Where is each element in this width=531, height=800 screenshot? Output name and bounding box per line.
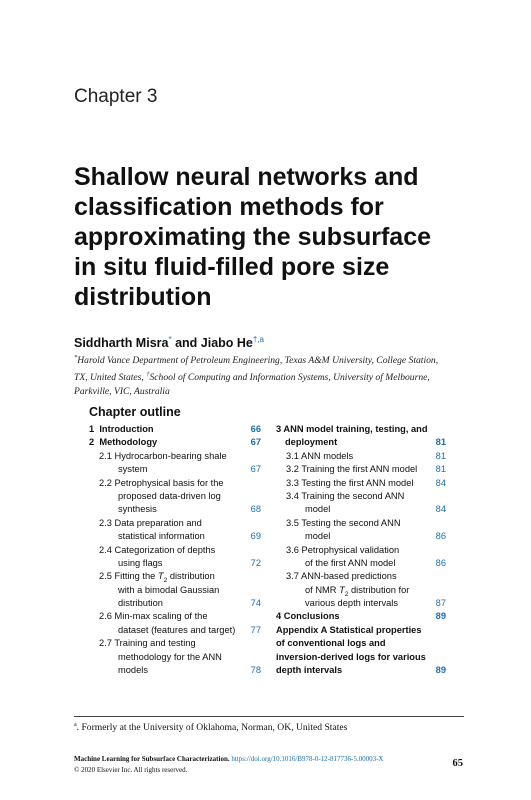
toc-page[interactable]: 77 <box>250 624 261 635</box>
affiliation-text: School of Computing and Information Systems, University of Melbourne, <box>149 372 430 384</box>
toc-entry-cont[interactable] <box>89 584 261 597</box>
toc-page[interactable]: 81 <box>435 464 446 475</box>
page-number: 65 <box>452 758 463 769</box>
toc-page[interactable]: 78 <box>250 665 261 676</box>
toc-right-column <box>276 423 446 677</box>
toc-page[interactable]: 66 <box>250 424 261 434</box>
chapter-label: Chapter 3 <box>74 86 158 107</box>
toc-subscript: 2 <box>163 577 168 585</box>
toc-text: Methodology <box>99 437 158 448</box>
toc-entry-cont[interactable] <box>89 490 261 503</box>
toc-entry-cont[interactable] <box>276 557 446 570</box>
author-mark[interactable]: * <box>168 335 172 344</box>
footnote-text: . Formerly at the University of Oklahoma, Norman, OK, United States <box>76 722 348 734</box>
toc-text: of the first ANN model <box>305 557 396 568</box>
toc-text-italic: T <box>157 571 164 582</box>
toc-entry[interactable] <box>89 517 261 530</box>
title-line: approximating the subsurface <box>74 223 432 251</box>
toc-text: 2.3 Data preparation and <box>99 517 202 528</box>
toc-page[interactable]: 74 <box>250 598 261 609</box>
toc-entry-cont[interactable] <box>89 530 261 543</box>
toc-entry[interactable] <box>89 544 261 557</box>
toc-text: 3.5 Testing the second ANN <box>286 517 401 528</box>
toc-entry-cont[interactable] <box>276 503 446 516</box>
toc-text: 3.2 Training the first ANN model <box>286 464 418 475</box>
toc-entry-cont[interactable] <box>276 597 446 610</box>
author-connector: and <box>171 336 201 351</box>
author-name: Jiabo He <box>200 336 253 351</box>
toc-entry-cont[interactable] <box>276 637 446 650</box>
toc-text: 2.1 Hydrocarbon-bearing shale <box>99 450 227 461</box>
toc-text: of conventional logs and <box>276 638 386 649</box>
toc-entry[interactable] <box>276 477 446 490</box>
affiliation-text: TX, United States, <box>74 372 147 384</box>
toc-entry[interactable] <box>89 610 261 623</box>
toc-page[interactable]: 81 <box>435 437 446 448</box>
toc-text: system <box>118 464 148 475</box>
toc-text: 4 Conclusions <box>276 611 340 622</box>
toc-entry[interactable] <box>276 570 446 583</box>
toc-entry[interactable] <box>276 463 446 476</box>
toc-entry[interactable] <box>276 544 446 557</box>
author-mark[interactable]: †,a <box>252 335 264 344</box>
toc-text: various depth intervals <box>305 598 399 609</box>
toc-entry-cont[interactable] <box>89 463 261 476</box>
toc-text: Appendix A Statistical properties <box>276 624 422 635</box>
toc-text: 2.2 Petrophysical basis for the <box>99 477 224 488</box>
toc-text: 3.1 ANN models <box>286 450 354 461</box>
toc-number: 2 <box>89 437 95 448</box>
toc-entry-cont[interactable] <box>89 664 261 677</box>
toc-page[interactable]: 68 <box>250 504 261 515</box>
title-line: in situ fluid-filled pore size <box>74 253 390 281</box>
toc-text: 2.5 Fitting the <box>99 571 158 582</box>
toc-entry[interactable] <box>276 490 446 503</box>
toc-text: of NMR <box>305 584 340 595</box>
toc-entry[interactable] <box>89 436 261 449</box>
toc-entry-cont[interactable] <box>276 530 446 543</box>
toc-page[interactable]: 67 <box>250 464 261 475</box>
toc-entry-cont[interactable] <box>89 503 261 516</box>
affiliation-mark: † <box>146 371 150 379</box>
footnote <box>74 722 347 733</box>
outline-heading: Chapter outline <box>89 405 181 419</box>
book-citation <box>74 755 383 763</box>
toc-text-italic: T <box>339 584 345 595</box>
title-line: classification methods for <box>74 193 384 221</box>
toc-entry-cont[interactable] <box>276 664 446 677</box>
toc-text: 3.3 Testing the first ANN model <box>286 477 414 488</box>
footnote-divider <box>74 716 464 717</box>
toc-page[interactable]: 84 <box>435 504 446 515</box>
toc-entry[interactable] <box>276 450 446 463</box>
toc-entry[interactable] <box>89 570 261 583</box>
toc-text: Introduction <box>99 424 154 434</box>
toc-page[interactable]: 67 <box>250 437 261 448</box>
book-title: Machine Learning for Subsurface Characterization. <box>74 755 230 763</box>
affiliations <box>74 351 466 399</box>
toc-entry-cont[interactable] <box>89 557 261 570</box>
toc-text: deployment <box>285 437 338 448</box>
toc-text: 3.4 Training the second ANN <box>286 490 405 501</box>
toc-entry[interactable] <box>276 624 446 637</box>
toc-text: 3 ANN model training, testing, and <box>276 424 428 434</box>
affiliation-text: Parkville, VIC, Australia <box>74 386 170 398</box>
toc-subscript: 2 <box>344 590 349 598</box>
affiliation-text: Harold Vance Department of Petroleum Engineering, Texas A&M University, College Station, <box>77 355 439 367</box>
toc-page[interactable]: 86 <box>435 557 446 568</box>
author-line <box>74 335 264 350</box>
copyright: © 2020 Elsevier Inc. All rights reserved. <box>74 766 188 774</box>
toc-text: distribution <box>118 598 163 609</box>
toc-number: 1 <box>89 424 95 434</box>
toc-entry-cont[interactable] <box>89 597 261 610</box>
toc-text: 3.7 ANN-based predictions <box>286 571 397 582</box>
toc-text: model <box>305 531 331 542</box>
toc-entry[interactable] <box>89 477 261 490</box>
toc-entry-cont[interactable] <box>89 651 261 664</box>
toc-page[interactable]: 84 <box>435 477 446 488</box>
toc-entry[interactable] <box>276 610 446 623</box>
toc-page[interactable]: 86 <box>435 531 446 542</box>
toc-page[interactable]: 72 <box>250 557 261 568</box>
toc-entry-cont[interactable] <box>276 584 446 597</box>
toc-entry-cont[interactable] <box>276 436 446 449</box>
toc-entry-cont[interactable] <box>276 651 446 664</box>
toc-text: 3.6 Petrophysical validation <box>286 544 400 555</box>
toc-text: methodology for the ANN <box>118 651 222 662</box>
toc-text: 2.7 Training and testing <box>99 638 196 649</box>
toc-entry[interactable] <box>276 517 446 530</box>
title-line: distribution <box>74 283 212 311</box>
toc-text: statistical information <box>118 531 205 542</box>
toc-text: 2.6 Min-max scaling of the <box>99 611 208 622</box>
toc-entry[interactable] <box>89 637 261 650</box>
affiliation-mark: * <box>74 354 78 361</box>
chapter-title <box>74 162 494 312</box>
toc-text: model <box>305 504 331 515</box>
author-name: Siddharth Misra <box>74 336 169 351</box>
toc-text: dataset (features and target) <box>118 624 236 635</box>
toc-text: proposed data-driven log <box>118 490 221 501</box>
toc-entry[interactable] <box>276 423 446 436</box>
toc-page[interactable]: 89 <box>435 665 446 676</box>
toc-page[interactable]: 89 <box>435 611 446 622</box>
toc-text: using flags <box>118 557 163 568</box>
toc-text: depth intervals <box>276 665 343 676</box>
title-line: Shallow neural networks and <box>74 163 419 191</box>
toc-text: inversion-derived logs for various <box>276 651 426 662</box>
toc-page[interactable]: 87 <box>435 598 446 609</box>
toc-text: 2.4 Categorization of depths <box>99 544 216 555</box>
footnote-mark: a <box>74 722 77 728</box>
toc-text: distribution for <box>348 584 410 595</box>
toc-text: with a bimodal Gaussian <box>118 584 220 595</box>
toc-entry[interactable] <box>89 450 261 463</box>
toc-left-column <box>89 423 261 677</box>
doi-link[interactable]: https://doi.org/10.1016/B978-0-12-817736-5.00003-X <box>229 755 384 763</box>
toc-text: distribution <box>167 571 215 582</box>
toc-entry-cont[interactable] <box>89 624 261 637</box>
toc-text: synthesis <box>118 504 157 515</box>
toc-page[interactable]: 81 <box>435 450 446 461</box>
toc-text: models <box>118 665 148 676</box>
toc-entry[interactable] <box>89 423 261 436</box>
toc-page[interactable]: 69 <box>250 531 261 542</box>
